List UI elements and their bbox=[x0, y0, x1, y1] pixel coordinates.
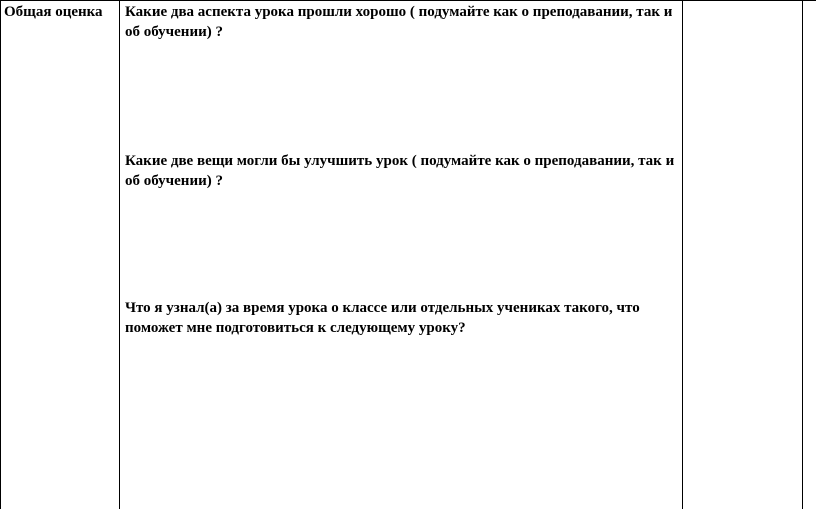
empty-right-cell bbox=[803, 1, 816, 509]
question-went-well: Какие два аспекта урока прошли хорошо ( подумайте как о преподавании, так и об обучении) ? bbox=[125, 4, 673, 40]
table-left-border bbox=[0, 0, 1, 509]
empty-notes-cell[interactable] bbox=[683, 1, 802, 509]
row-label-general-assessment: Общая оценка bbox=[4, 4, 103, 20]
question-improve: Какие две вещи могли бы улучшить урок ( подумайте как о преподавании, так и об обучении) ? bbox=[125, 153, 675, 189]
column-divider-1 bbox=[119, 0, 120, 509]
question-learned-about-class: Что я узнал(а) за время урока о классе или отдельных учениках такого, что поможет мне подготовиться к следующему уроку? bbox=[125, 300, 640, 336]
